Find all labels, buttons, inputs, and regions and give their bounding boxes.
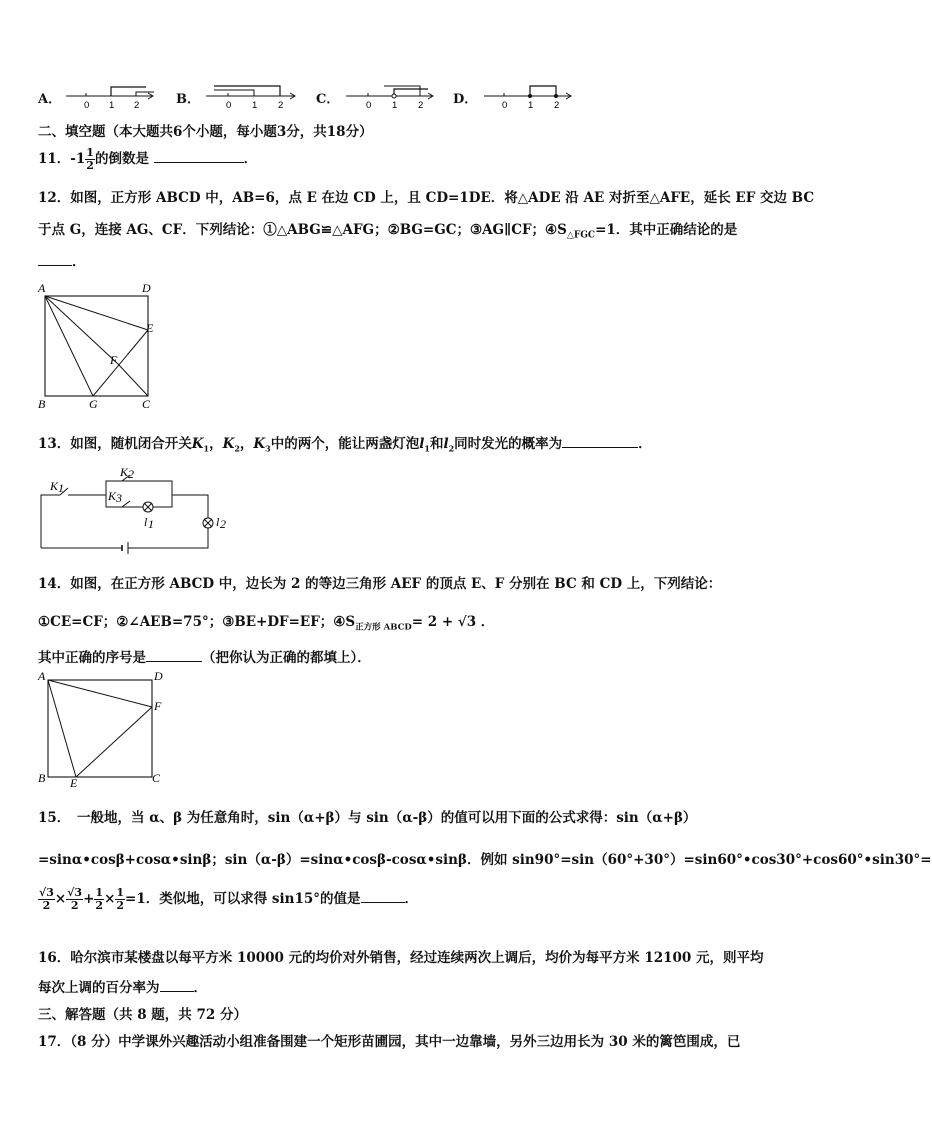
svg-text:2: 2 (278, 100, 284, 111)
svg-text:1: 1 (528, 100, 534, 111)
svg-text:0: 0 (502, 100, 508, 111)
question-15-line3: $\frac{√3}{2}$ × $\frac{√3}{2}$ + $\frac{1}{2}$ × $\frac{1}{2}$ =1．类似地，可以求得 sin15°的值是 ． (39, 886, 419, 912)
question-14-line1: 14．如图，在正方形 ABCD 中，边长为 2 的等边三角形 AEF 的顶点 E、F 分别在 BC 和 CD 上，下列结论： (38, 576, 722, 592)
svg-text:A: A (38, 281, 46, 295)
svg-text:D: D (154, 669, 163, 683)
svg-text:G: G (89, 397, 98, 411)
question-16-line1: 16．哈尔滨市某楼盘以每平方米 10000 元的均价对外销售，经过连续两次上调后，均价为每平方米 12100 元，则平均 (38, 950, 764, 966)
question-15-line1: 15． 一般地，当 α、β 为任意角时，sin（α+β）与 sin（α-β）的值可以用下面的公式求得：sin（α+β） (38, 810, 697, 826)
svg-text:0: 0 (366, 100, 372, 111)
svg-text:K: K (108, 489, 117, 503)
svg-text:2: 2 (128, 467, 134, 481)
section-heading-solutions: 三、解答题（共 8 题，共 72 分） (38, 1007, 247, 1023)
svg-text:1: 1 (252, 100, 258, 111)
svg-text:C: C (152, 771, 161, 785)
svg-text:l: l (216, 515, 220, 529)
option-a-label: A． (38, 92, 62, 107)
answer-blank[interactable] (154, 150, 244, 163)
svg-text:1: 1 (392, 100, 398, 111)
svg-text:E: E (146, 321, 154, 335)
svg-text:F: F (154, 699, 162, 713)
option-b-number-line (204, 84, 300, 110)
question-12-line1: 12．如图，正方形 ABCD 中，AB=6，点 E 在边 CD 上，且 CD=1DE．将△ADE 沿 AE 对折至△AFE，延长 EF 交边 BC (38, 190, 815, 206)
question-14-line3: 其中正确的序号是 （把你认为正确的都填上）． (38, 650, 371, 666)
option-c-number-line (344, 84, 440, 110)
svg-text:2: 2 (220, 517, 226, 531)
svg-text:D: D (142, 281, 151, 295)
svg-text:1: 1 (58, 481, 64, 495)
question-12-line3: ． (38, 250, 86, 270)
svg-text:3: 3 (116, 491, 122, 505)
option-c-label: C． (316, 92, 340, 107)
q14-square-figure (36, 670, 166, 788)
q13-circuit-figure (38, 465, 238, 558)
option-b-label: B． (176, 92, 200, 107)
question-13: 13．如图，随机闭合开关$K_1$，$K_2$，$K_3$中的两个，能让两盏灯泡$l_1$和$l_2$同时发光的概率为 ． (38, 436, 652, 454)
tick-1: 1 (109, 100, 115, 111)
answer-blank[interactable] (361, 890, 405, 903)
svg-text:l: l (144, 515, 148, 529)
svg-text:0: 0 (226, 100, 232, 111)
option-d-label: D． (453, 92, 478, 107)
tick-2: 2 (134, 100, 140, 111)
question-17-line1: 17．（8 分）中学课外兴趣活动小组准备围建一个矩形苗圃园，其中一边靠墙，另外三边用长为 30 米的篱笆围成，已 (38, 1034, 741, 1050)
option-d-number-line (482, 84, 578, 110)
svg-text:B: B (38, 771, 46, 785)
answer-blank[interactable] (146, 649, 202, 662)
svg-text:1: 1 (148, 517, 154, 531)
question-14-line2: ①CE=CF；②∠AEB=75°；③BE+DF=EF；$④S_{正方形 ABCD}= 2 + √3$ ． (38, 614, 495, 633)
fraction: $\frac{1}{2}$ (86, 146, 94, 172)
svg-text:2: 2 (554, 100, 560, 111)
svg-text:E: E (70, 776, 78, 790)
svg-text:K: K (50, 479, 59, 493)
answer-blank[interactable] (38, 253, 72, 266)
question-15-line2: =sinα•cosβ+cosα•sinβ；sin（α-β）=sinα•cosβ-cosα•sinβ．例如 sin90°=sin（60°+30°）=sin60°•cos30°+cos60°•sin30°= (38, 852, 932, 868)
answer-blank[interactable] (562, 435, 638, 448)
svg-text:F: F (110, 353, 118, 367)
section-heading-fill-in: 二、填空题（本大题共6个小题，每小题3分，共18分） (38, 124, 373, 140)
svg-text:A: A (38, 669, 46, 683)
answer-blank[interactable] (160, 979, 194, 992)
question-11: 11．-1 $\frac{1}{2}$ 的倒数是 ． (38, 146, 258, 172)
q12-square-figure (36, 282, 166, 412)
tick-0: 0 (84, 100, 90, 111)
question-16-line2: 每次上调的百分率为 ． (38, 980, 207, 996)
option-a-number-line (64, 84, 160, 110)
question-12-line2: 于点 G，连接 AG、CF．下列结论：①△ABG≌△AFG；②BG=GC；③AG∥CF；$④S_{\triangle FGC}=1$．其中正确结论的是 (38, 222, 738, 241)
svg-text:C: C (142, 397, 151, 411)
svg-text:K: K (120, 465, 129, 479)
svg-text:2: 2 (418, 100, 424, 111)
svg-text:B: B (38, 397, 46, 411)
